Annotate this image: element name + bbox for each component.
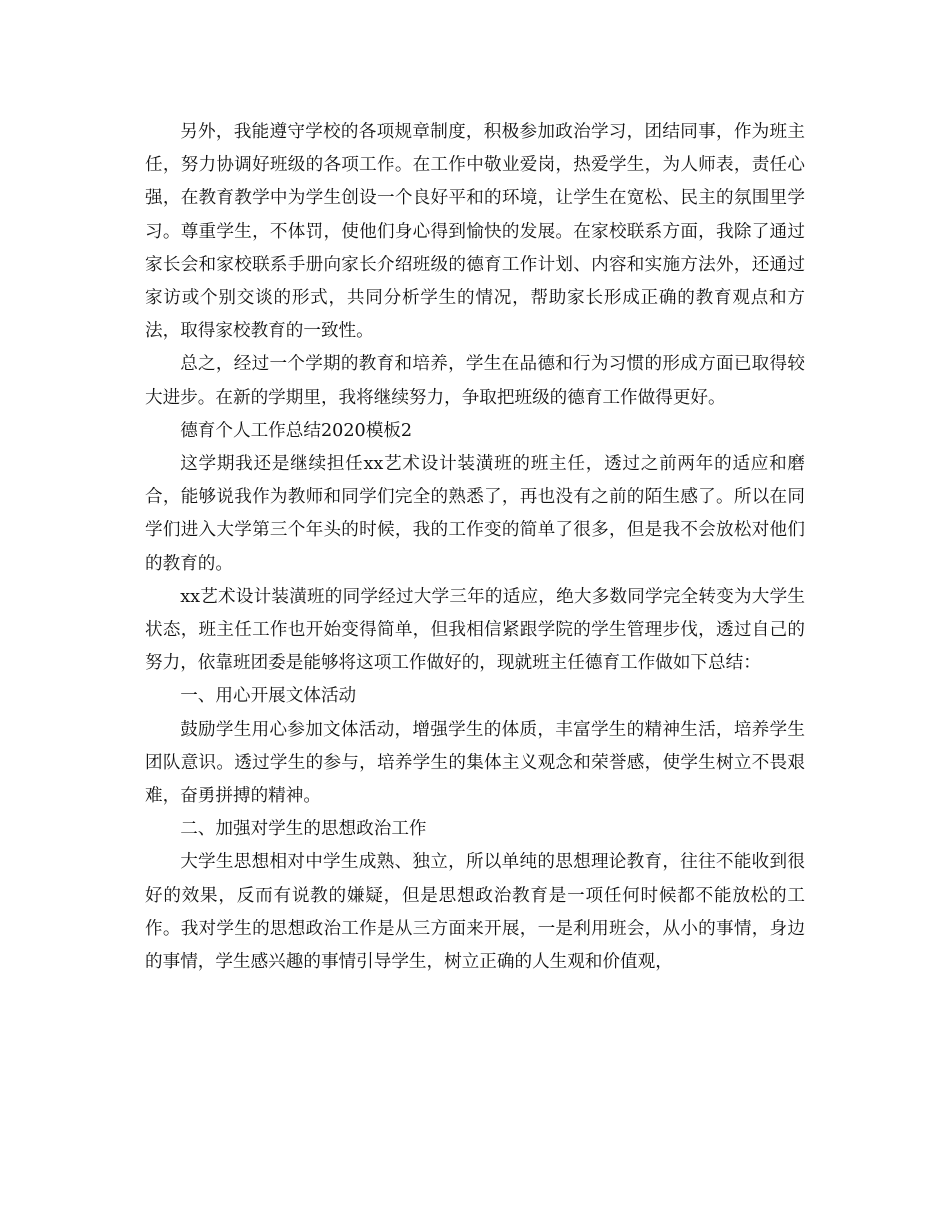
section-title-template-2: 德育个人工作总结2020模板2	[180, 420, 413, 441]
paragraph-class-teacher: 这学期我还是继续担任xx艺术设计装潢班的班主任，透过之前两年的适应和磨合，能够说我作为教师和同学们完全的熟悉了，再也没有之前的陌生感了。所以在同学们进入大学第三个年头的时候，我的工作变的简单了很多，但是我不会放松对他们的教育的。	[145, 454, 805, 574]
paragraph-summary-intro: xx艺术设计装潢班的同学经过大学三年的适应，绝大多数同学完全转变为大学生状态，班主任工作也开始变得简单，但我相信紧跟学院的学生管理步伐，透过自己的努力，依靠班团委是能够将这项工作做好的，现就班主任德育工作做如下总结：	[145, 586, 805, 674]
heading-activities: 一、用心开展文体活动	[180, 686, 357, 707]
heading-political-work: 二、加强对学生的思想政治工作	[180, 819, 427, 840]
paragraph-conclusion: 总之，经过一个学期的教育和培养，学生在品德和行为习惯的形成方面已取得较大进步。在新的学期里，我将继续努力，争取把班级的德育工作做得更好。	[145, 354, 805, 408]
paragraph-political-work: 大学生思想相对中学生成熟、独立，所以单纯的思想理论教育，往往不能收到很好的效果，反而有说教的嫌疑，但是思想政治教育是一项任何时候都不能放松的工作。我对学生的思想政治工作是从三方面来开展，一是利用班会，从小的事情，身边的事情，学生感兴趣的事情引导学生，树立正确的人生观和价值观，	[145, 852, 805, 973]
paragraph-intro-duties: 另外，我能遵守学校的各项规章制度，积极参加政治学习，团结同事，作为班主任，努力协调好班级的各项工作。在工作中敬业爱岗，热爱学生，为人师表，责任心强，在教育教学中为学生创设一个良好平和的环境，让学生在宽松、民主的氛围里学习。尊重学生，不体罚，使他们身心得到愉快的发展。在家校联系方面，我除了通过家长会和家校联系手册向家长介绍班级的德育工作计划、内容和实施方法外，还通过家访或个别交谈的形式，共同分析学生的情况，帮助家长形成正确的教育观点和方法，取得家校教育的一致性。	[145, 122, 805, 342]
document-body	[145, 116, 805, 979]
paragraph-activities: 鼓励学生用心参加文体活动，增强学生的体质，丰富学生的精神生活，培养学生团队意识。透过学生的参与，培养学生的集体主义观念和荣誉感，使学生树立不畏艰难，奋勇拼搏的精神。	[145, 719, 805, 807]
